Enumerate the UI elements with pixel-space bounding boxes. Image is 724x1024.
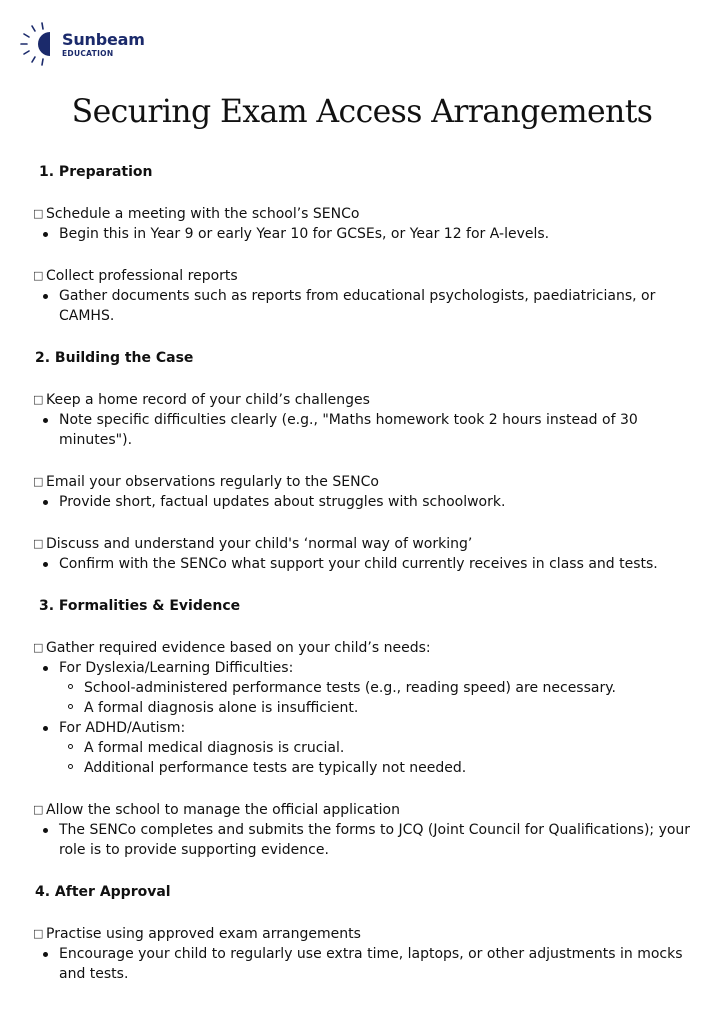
sub-bullet-item bbox=[0, 738, 724, 758]
checklist-item-label: Gather required evidence based on your child’s needs: bbox=[46, 640, 431, 656]
bullet-text: For ADHD/Autism: bbox=[59, 720, 186, 736]
bullet-text: Encourage your child to regularly use extra time, laptops, or other adjustments in mocks and tests. bbox=[59, 946, 683, 982]
checklist-item-label: Practise using approved exam arrangements bbox=[46, 926, 361, 942]
bullet-icon bbox=[43, 952, 48, 957]
bullet-icon bbox=[43, 232, 48, 237]
bullet-text: Begin this in Year 9 or early Year 10 for GCSEs, or Year 12 for A-levels. bbox=[59, 226, 550, 242]
sub-bullet-item bbox=[0, 678, 724, 698]
bullet-text: The SENCo completes and submits the forms to JCQ (Joint Council for Qualifications); your role is to provide supporting evidence. bbox=[59, 822, 691, 858]
checklist-item bbox=[0, 800, 724, 820]
checklist-item-label: Collect professional reports bbox=[46, 268, 238, 284]
brand-name: Sunbeam bbox=[62, 30, 145, 49]
bullet-text: Confirm with the SENCo what support your child currently receives in class and tests. bbox=[59, 556, 658, 572]
hollow-bullet-icon bbox=[68, 684, 73, 689]
bullet-icon bbox=[43, 726, 48, 731]
hollow-bullet-icon bbox=[68, 764, 73, 769]
bullet-item bbox=[0, 492, 724, 512]
page-title: Securing Exam Access Arrangements bbox=[71, 94, 653, 130]
checklist-item bbox=[0, 204, 724, 224]
sub-bullet-text: A formal diagnosis alone is insufficient. bbox=[84, 700, 359, 716]
checkbox-icon: □ bbox=[33, 475, 44, 488]
checklist-item-label: Allow the school to manage the official application bbox=[46, 802, 400, 818]
sub-bullet-text: Additional performance tests are typically not needed. bbox=[84, 760, 467, 776]
bullet-item bbox=[0, 224, 724, 244]
bullet-icon bbox=[43, 828, 48, 833]
checklist-item bbox=[0, 472, 724, 492]
checklist-item-label: Keep a home record of your child’s challenges bbox=[46, 392, 370, 408]
hollow-bullet-icon bbox=[68, 704, 73, 709]
sub-bullet-item bbox=[0, 758, 724, 778]
checkbox-icon: □ bbox=[33, 537, 44, 550]
section-heading: 4. After Approval bbox=[35, 884, 171, 900]
checklist-item bbox=[0, 390, 724, 410]
checklist bbox=[0, 162, 724, 984]
bullet-icon bbox=[43, 562, 48, 567]
bullet-item bbox=[0, 286, 724, 326]
bullet-item bbox=[0, 410, 724, 450]
checklist-item-label: Discuss and understand your child's ‘normal way of working’ bbox=[46, 536, 473, 552]
checkbox-icon: □ bbox=[33, 927, 44, 940]
checkbox-icon: □ bbox=[33, 641, 44, 654]
checkbox-icon: □ bbox=[33, 269, 44, 282]
bullet-text: Note specific difficulties clearly (e.g., "Maths homework took 2 hours instead of 30 minutes"). bbox=[59, 412, 638, 448]
bullet-item bbox=[0, 658, 724, 678]
bullet-text: For Dyslexia/Learning Difficulties: bbox=[59, 660, 294, 676]
bullet-text: Provide short, factual updates about struggles with schoolwork. bbox=[59, 494, 506, 510]
checklist-item bbox=[0, 534, 724, 554]
checkbox-icon: □ bbox=[33, 393, 44, 406]
section-heading: 3. Formalities & Evidence bbox=[39, 598, 241, 614]
bullet-text: Gather documents such as reports from educational psychologists, paediatricians, or CAMHS. bbox=[59, 288, 656, 324]
bullet-icon bbox=[43, 294, 48, 299]
section-heading: 2. Building the Case bbox=[35, 350, 194, 366]
sub-bullet-text: School-administered performance tests (e.g., reading speed) are necessary. bbox=[84, 680, 616, 696]
bullet-item bbox=[0, 554, 724, 574]
sub-bullet-item bbox=[0, 698, 724, 718]
sunbeam-logo bbox=[20, 20, 150, 68]
checklist-item bbox=[0, 266, 724, 286]
sun-icon bbox=[20, 20, 60, 68]
checklist-item bbox=[0, 924, 724, 944]
hollow-bullet-icon bbox=[68, 744, 73, 749]
checklist-item-label: Email your observations regularly to the SENCo bbox=[46, 474, 379, 490]
checkbox-icon: □ bbox=[33, 207, 44, 220]
checklist-item bbox=[0, 638, 724, 658]
bullet-item bbox=[0, 820, 724, 860]
checkbox-icon: □ bbox=[33, 803, 44, 816]
brand-subtitle: EDUCATION bbox=[62, 49, 114, 58]
checklist-item-label: Schedule a meeting with the school’s SENCo bbox=[46, 206, 360, 222]
sub-bullet-text: A formal medical diagnosis is crucial. bbox=[84, 740, 345, 756]
bullet-item bbox=[0, 718, 724, 738]
section-heading: 1. Preparation bbox=[39, 164, 153, 180]
bullet-item bbox=[0, 944, 724, 984]
bullet-icon bbox=[43, 500, 48, 505]
bullet-icon bbox=[43, 666, 48, 671]
bullet-icon bbox=[43, 418, 48, 423]
